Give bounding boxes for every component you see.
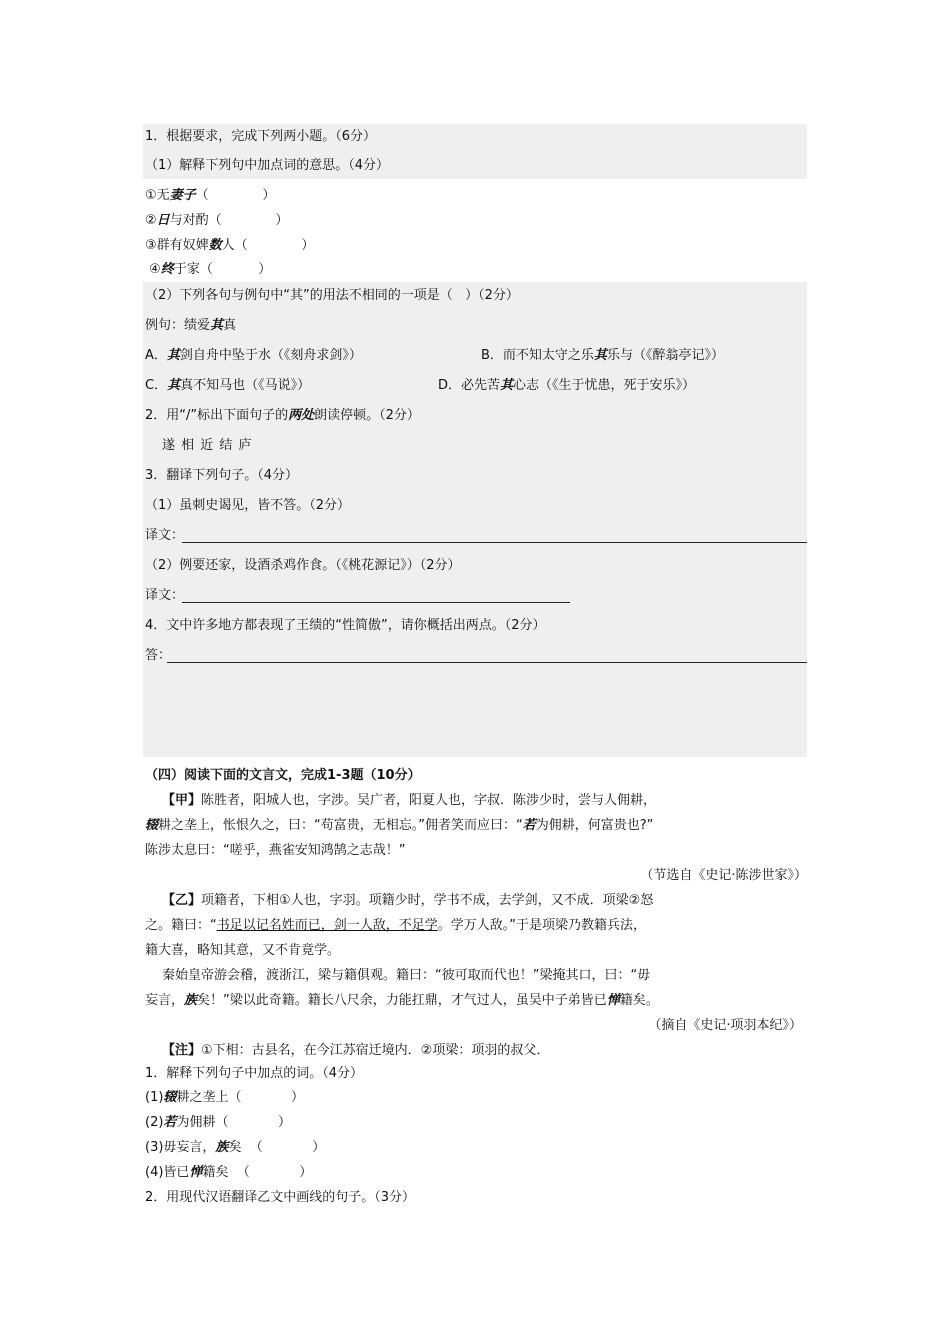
- q2-title: 2．用“/”标出下面句子的两处朗读停顿。（2分）: [145, 408, 420, 423]
- q1-example: 例句：绩爱其真: [145, 318, 237, 333]
- q3-sentence-2: （2）例要还家，设酒杀鸡作食。（《桃花源记》）（2分）: [145, 558, 461, 573]
- q3-sentence-1: （1）虽刺史谒见，皆不答。（2分）: [145, 498, 351, 513]
- q1-sub2: （2）下列各句与例句中“其”的用法不相同的一项是（ ）（2分）: [145, 288, 519, 303]
- jia-line-2: 辍耕之垄上，怅恨久之，曰：“苟富贵，无相忘。”佣者笑而应曰：“若为佣耕，何富贵也?”: [145, 818, 654, 833]
- p4-q2-title: 2．用现代汉语翻译乙文中画线的句子。（3分）: [145, 1190, 416, 1205]
- q4-answer-label: 答：: [145, 648, 172, 663]
- q1-item-2: ②日与对酌（ ）: [145, 213, 289, 228]
- yi-line-2: 之。籍曰：“书足以记名姓而已，剑一人敌，不足学。学万人敌。”于是项梁乃教籍兵法，: [145, 918, 647, 933]
- yi-line-5: 妄言，族矣！”梁以此奇籍。籍长八尺余，力能扛鼎，才气过人，虽吴中子弟皆已惮籍矣。: [145, 993, 659, 1008]
- option-c: C．其真不知马也（《马说》）: [145, 378, 311, 393]
- option-a: A．其剑自舟中坠于水（《刻舟求剑》）: [145, 348, 362, 363]
- yi-source: （摘自《史记·项羽本纪》）: [648, 1018, 802, 1033]
- jia-source: （节选自《史记·陈涉世家》）: [640, 868, 807, 883]
- p4-q1-item-1: (1)辍耕之垄上（ ）: [145, 1090, 305, 1105]
- p4-q1-item-3: (3)毋妄言，族矣 （ ）: [145, 1140, 326, 1155]
- q1-title: 1．根据要求，完成下列两小题。（6分）: [145, 129, 377, 144]
- q1-item-4: ④终于家（ ）: [145, 262, 272, 277]
- q4-title: 4．文中许多地方都表现了王绩的“性简傲”，请你概括出两点。（2分）: [145, 618, 546, 633]
- note: 【注】①下相：古县名，在今江苏宿迁境内．②项梁：项羽的叔父．: [162, 1043, 550, 1058]
- p4-q1-item-4: (4)皆已惮籍矣 （ ）: [145, 1165, 313, 1180]
- part4-heading: （四）阅读下面的文言文，完成1-3题（10分）: [145, 768, 421, 783]
- underlined-sentence: 书足以记名姓而已，剑一人敌，不足学: [216, 918, 438, 933]
- jia-line-3: 陈涉太息曰：“嗟乎，燕雀安知鸿鹄之志哉！”: [145, 843, 406, 858]
- yi-line-4: 秦始皇帝游会稽，渡浙江，梁与籍俱观。籍曰：“彼可取而代也！”梁掩其口，曰：“毋: [162, 968, 651, 983]
- jia-line-1: 【甲】陈胜者，阳城人也，字涉。吴广者，阳夏人也，字叔．陈涉少时，尝与人佣耕，: [162, 793, 657, 808]
- p4-q1-item-2: (2)若为佣耕（ ）: [145, 1115, 292, 1130]
- q3-title: 3．翻译下列句子。（4分）: [145, 468, 299, 483]
- yi-line-3: 籍大喜，略知其意，又不肯竟学。: [145, 943, 341, 958]
- q1-item-1: ①无妻子（ ）: [145, 188, 276, 203]
- option-d: D．必先苦其心志（《生于忧患，死于安乐》）: [438, 378, 696, 393]
- p4-q1-title: 1．解释下列句子中加点的词。（4分）: [145, 1066, 364, 1081]
- q2-sentence: 遂 相 近 结 庐: [162, 438, 253, 453]
- yi-line-1: 【乙】项籍者，下相①人也，字羽。项籍少时，学书不成，去学剑，又不成．项梁②怒: [162, 893, 654, 908]
- q4-answer-line[interactable]: [167, 662, 807, 663]
- q1-sub1: （1）解释下列句中加点词的意思。（4分）: [145, 158, 390, 173]
- q3-answer-line-2[interactable]: [182, 602, 570, 603]
- q3-answer-line-1[interactable]: [182, 542, 807, 543]
- q1-item-3: ③群有奴婢数人（ ）: [145, 238, 315, 253]
- option-b: B．而不知太守之乐其乐与（《醉翁亭记》）: [481, 348, 724, 363]
- q3-answer-label-1: 译文：: [145, 528, 185, 543]
- q3-answer-label-2: 译文：: [145, 588, 185, 603]
